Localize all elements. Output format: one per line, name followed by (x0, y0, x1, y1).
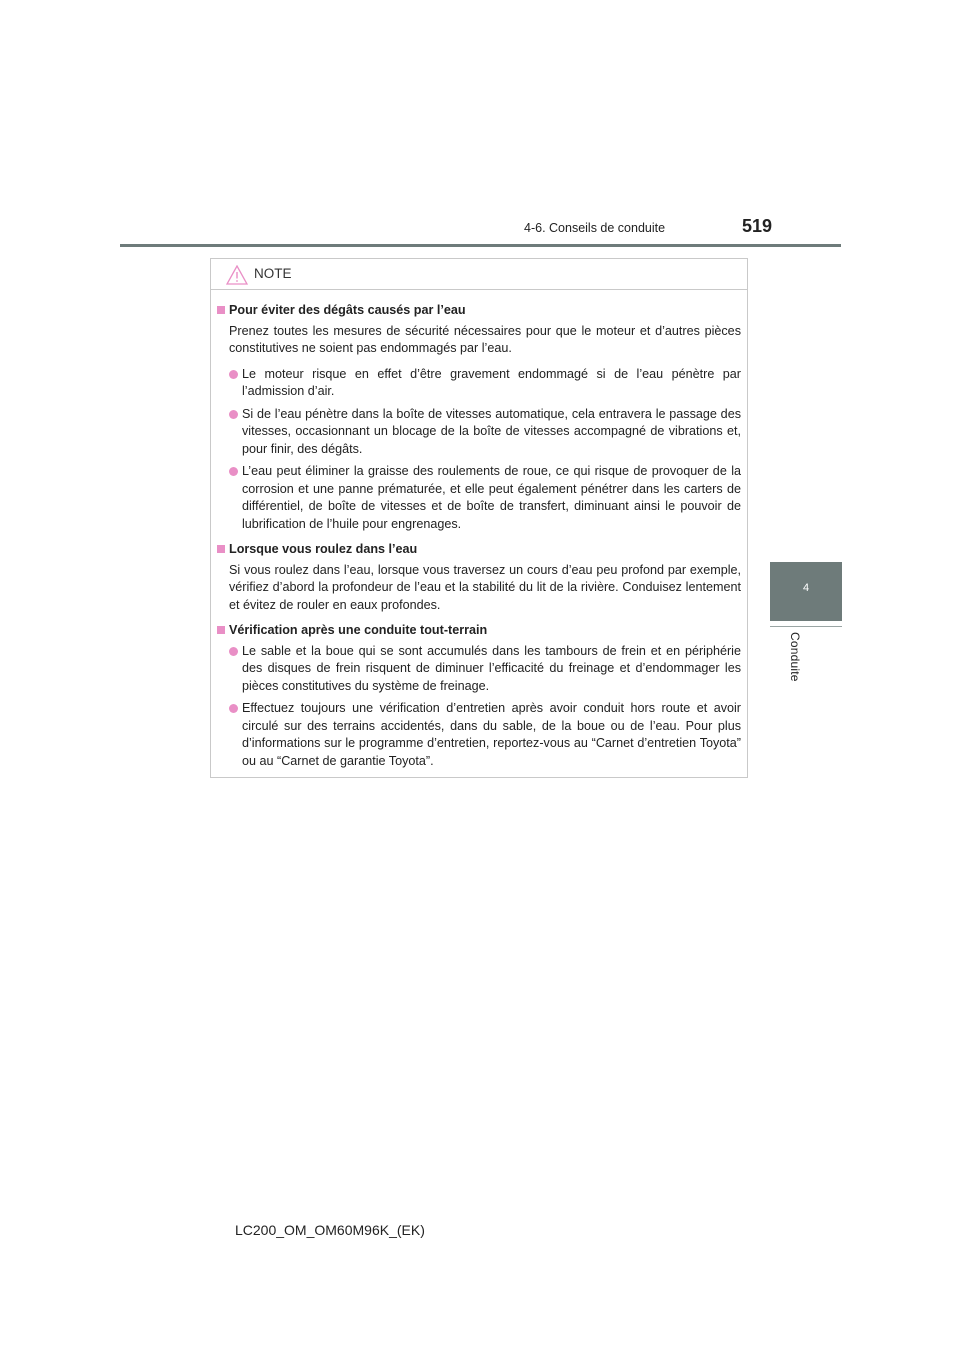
bullet-text: Effectuez toujours une vérification d’entretien après avoir conduit hors route et avoir circulé sur des terrains accidentés, dans du sable, de la boue ou de l’eau. Pour plus d’informations sur le programme d’entretien, reportez-vous au “Carnet d’entretien Toyota” ou au “Carnet de garantie Toyota”. (242, 701, 741, 768)
note-header (211, 259, 747, 290)
bullet-item (217, 366, 741, 401)
bullet-item (217, 463, 741, 533)
footer-doc-code: LC200_OM_OM60M96K_(EK) (235, 1222, 425, 1238)
note-box (210, 258, 748, 778)
section-title-text: Vérification après une conduite tout-terrain (229, 623, 488, 637)
bullet-text: Le moteur risque en effet d’être gravement endommagé si de l’eau pénètre par l’admission d’air. (242, 366, 741, 398)
section-title (217, 541, 741, 559)
chapter-tab (770, 562, 842, 621)
section-intro: Prenez toutes les mesures de sécurité nécessaires pour que le moteur et d’autres pièces constitutives ne soient pas endommagés par l’eau. (229, 323, 741, 355)
section-title (217, 302, 741, 320)
note-body (211, 290, 747, 770)
square-bullet-icon (217, 545, 225, 553)
square-bullet-icon (217, 626, 225, 634)
bullet-item (217, 406, 741, 459)
round-bullet-icon (229, 704, 238, 713)
bullet-item (217, 700, 741, 770)
square-bullet-icon (217, 306, 225, 314)
note-title: NOTE (254, 266, 292, 281)
bullet-text: Si de l’eau pénètre dans la boîte de vitesses automatique, cela entravera le passage des vitesses, occasionnant un blocage de la boîte de vitesses accompagné de vibrations et, pour finir, des dégâts. (242, 406, 741, 456)
chapter-rule (770, 626, 842, 627)
section-title-text: Lorsque vous roulez dans l’eau (229, 542, 418, 556)
warning-triangle-icon (226, 265, 248, 285)
header-section: 4-6. Conseils de conduite (524, 221, 666, 235)
round-bullet-icon (229, 467, 238, 476)
round-bullet-icon (229, 370, 238, 379)
round-bullet-icon (229, 647, 238, 656)
round-bullet-icon (229, 410, 238, 419)
chapter-number: 4 (802, 582, 810, 594)
chapter-label: Conduite (788, 632, 802, 682)
section-title-text: Pour éviter des dégâts causés par l’eau (229, 303, 466, 317)
page-number: 519 (742, 216, 773, 236)
bullet-item (217, 643, 741, 696)
section-intro: Si vous roulez dans l’eau, lorsque vous traversez un cours d’eau peu profond par exemple, vérifiez d’abord la profondeur de l’eau et la stabilité du lit de la rivière. Conduisez lentement et évitez de rouler en eaux profondes. (229, 562, 741, 612)
bullet-text: Le sable et la boue qui se sont accumulés dans les tambours de frein et en périphérie des disques de frein risquent de diminuer l’efficacité du freinage et d’endommager les pièces constitutives du système de freinage. (242, 643, 741, 693)
header-rule (120, 244, 841, 247)
section-title (217, 622, 741, 640)
bullet-text: L’eau peut éliminer la graisse des roulements de roue, ce qui risque de provoquer de la corrosion et une panne prématurée, et elle peut également pénétrer dans les carters de différentiel, de boîte de vitesses et de boîte de transfert, diminuant ainsi le pouvoir de lubrification de l’huile pour engrenages. (242, 464, 741, 531)
